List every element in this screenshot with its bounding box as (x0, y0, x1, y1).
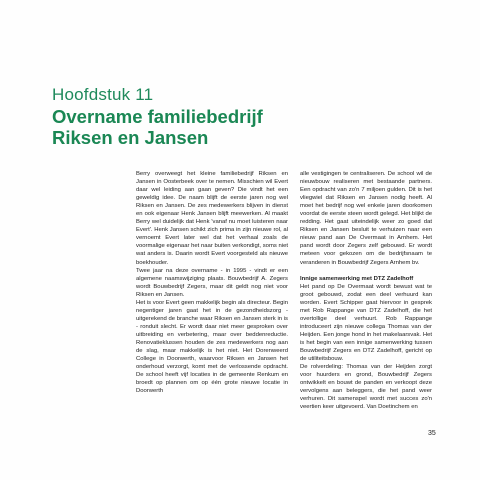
page-number: 35 (428, 430, 436, 437)
paragraph: Twee jaar na deze overname - in 1995 - vindt er een algemene naamswijziging plaats. Bouwbedrijf A. Zegers wordt Bouwbedrijf Zegers, maar dit geldt nog niet voor Riksen en Jansen. (136, 267, 288, 298)
chapter-label: Hoofdstuk 11 (52, 85, 154, 104)
section-subheading: Innige samenwerking met DTZ Zadelhoff (300, 275, 414, 282)
body-column-left (136, 170, 288, 395)
chapter-title-line-1: Overname familiebedrijf (52, 106, 263, 127)
paragraph: Berry overweegt het kleine familiebedrijf Riksen en Jansen in Oosterbeek over te nemen. Misschien wil Evert daar wel leiding aan gaan geven? Die vindt het een geweldig idee. De naam blijft de eerste jaren nog wel Riksen en Jansen. De zes medewerkers blijven in dienst en ook eigenaar Henk Jansen blijft meewerken. Al maakt Berry wel duidelijk dat Henk 'vanaf nu moet luisteren naar Evert'. Henk Jansen schikt zich prima in zijn nieuwe rol, al vernoemt Evert later wel dat het verhaal zoals de voormalige eigenaar het naar buiten verkondigt, soms niet wat anders is. Daarin wordt Evert voorgesteld als nieuwe boekhouder. (136, 171, 288, 266)
paragraph: Het pand op De Overmaat wordt bewust wat te groot gebouwd, zodat een deel verhuurd kan worden. Evert Schipper gaat hiervoor in gesprek met Rob Rappange van DTZ Zadelhoff, die het overtollige deel verhuurt. Rob Rappange introduceert zijn nieuwe collega Thomas van der Heijden. Een jonge hond in het makelaarsvak. Het is het begin van een innige samenwerking tussen Bouwbedrijf Zegers en DTZ Zadelhoff, gericht op de utiliteitsbouw. (300, 283, 432, 363)
chapter-title (52, 106, 263, 148)
paragraph: Het is voor Evert geen makkelijk begin als directeur. Begin negentiger jaren gaat het in de gezondheidszorg - uitgerekend de branche waar Riksen en Jansen sterk in is - ronduit slecht. Er wordt daar niet meer gesproken over uitbreiding en verbetering, maar over beddenreductie. Renovatieklussen houden de zes medewerkers nog aan de slag, maar makkelijk is het niet. Het Dorenweerd College in Doorwerth, waarvoor Riksen en Jansen het onderhoud verzorgt, komt met de verlossende opdracht. De school heeft vijf locaties in de gemeente Renkum en broedt op plannen om op één grote nieuwe locatie in Doorwerth (136, 299, 288, 395)
body-column-right (300, 170, 432, 411)
chapter-title-line-2: Riksen en Jansen (52, 127, 209, 148)
paragraph: De rolverdeling: Thomas van der Heijden zorgt voor huurders en grond, Bouwbedrijf Zegers ontwikkelt en bouwt de panden en verkoopt deze vervolgens aan beleggers, die het pand weer verhuren. Dit samenspel wordt met succes zo'n veertien keer uitgevoerd. Van Doetinchem en (300, 364, 432, 411)
paragraph: alle vestigingen te centraliseren. De school wil de nieuwbouw realiseren met bestaande partners. Een opdracht van zo'n 7 miljoen gulden. Dit is het vliegwiel dat Riksen en Jansen nodig heeft. Al moet het bedrijf nog wel enkele jaren doorkomen voordat de eerste steen wordt gelegd. Het blijkt de redding. Het gaat uiteindelijk weer zo goed dat Riksen en Jansen besluit te verhuizen naar een nieuw pand aan De Overmaat in Arnhem. Het pand wordt door Zegers zelf gebouwd. Er wordt meteen voor gekozen om de bedrijfsnaam te veranderen in Bouwbedrijf Zegers Arnhem bv. (300, 171, 432, 266)
